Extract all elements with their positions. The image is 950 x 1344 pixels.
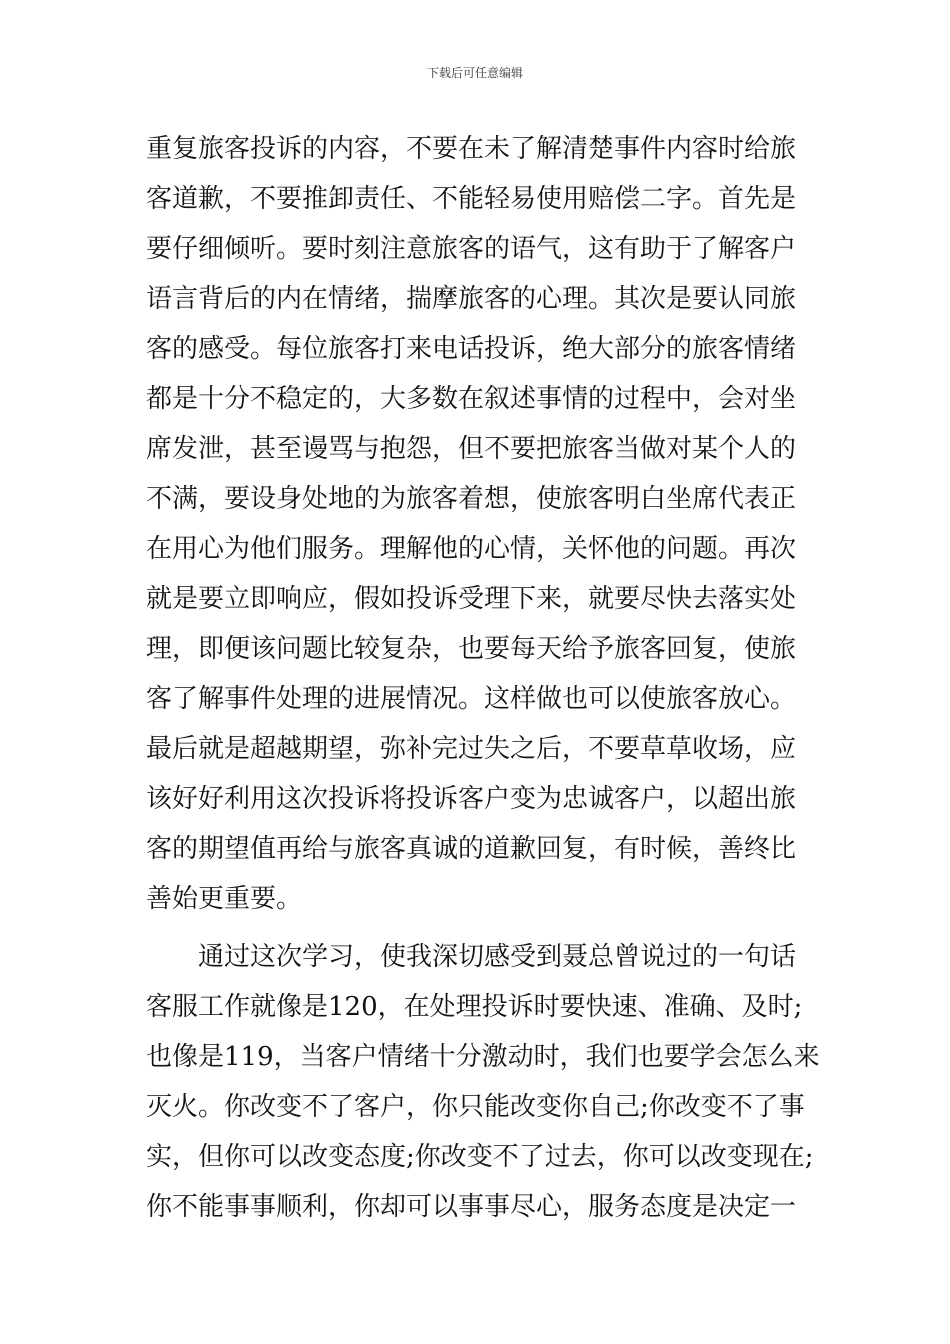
text-line: 要仔细倾听。要时刻注意旅客的语气，这有助于了解客户 [146,234,797,264]
text-line: 在用心为他们服务。理解他的心情，关怀他的问题。再次 [146,534,797,564]
document-body [146,124,826,1232]
text-line: 客的感受。每位旅客打来电话投诉，绝大部分的旅客情绪 [146,334,797,364]
paragraph-spacer [146,924,826,932]
text-line: 实，但你可以改变态度;你改变不了过去，你可以改变现在; [146,1142,814,1172]
text-line: 通过这次学习，使我深切感受到聂总曾说过的一句话 [146,942,797,972]
paragraph-1 [146,124,826,924]
text-line: 最后就是超越期望，弥补完过失之后，不要草草收场，应 [146,734,797,764]
text-line: 客了解事件处理的进展情况。这样做也可以使旅客放心。 [146,684,797,714]
text-line: 善始更重要。 [146,884,303,914]
text-line: 语言背后的内在情绪，揣摩旅客的心理。其次是要认同旅 [146,284,797,314]
text-line: 客服工作就像是120，在处理投诉时要快速、准确、及时; [146,992,803,1022]
paragraph-2 [146,932,826,1232]
text-line: 也像是119，当客户情绪十分激动时，我们也要学会怎么来 [146,1042,820,1072]
text-line: 都是十分不稳定的，大多数在叙述事情的过程中，会对坐 [146,384,797,414]
text-line: 该好好利用这次投诉将投诉客户变为忠诚客户，以超出旅 [146,784,797,814]
page-header: 下载后可任意编辑 [426,66,523,80]
text-line: 客道歉，不要推卸责任、不能轻易使用赔偿二字。首先是 [146,184,797,214]
text-line: 就是要立即响应，假如投诉受理下来，就要尽快去落实处 [146,584,797,614]
text-line: 灭火。你改变不了客户，你只能改变你自己;你改变不了事 [146,1092,805,1122]
text-line: 不满，要设身处地的为旅客着想，使旅客明白坐席代表正 [146,484,797,514]
text-line: 理，即便该问题比较复杂，也要每天给予旅客回复，使旅 [146,634,797,664]
text-line: 客的期望值再给与旅客真诚的道歉回复，有时候，善终比 [146,834,797,864]
text-line: 你不能事事顺利，你却可以事事尽心，服务态度是决定一 [146,1192,797,1222]
text-line: 席发泄，甚至谩骂与抱怨，但不要把旅客当做对某个人的 [146,434,797,464]
text-line: 重复旅客投诉的内容，不要在未了解清楚事件内容时给旅 [146,134,797,164]
